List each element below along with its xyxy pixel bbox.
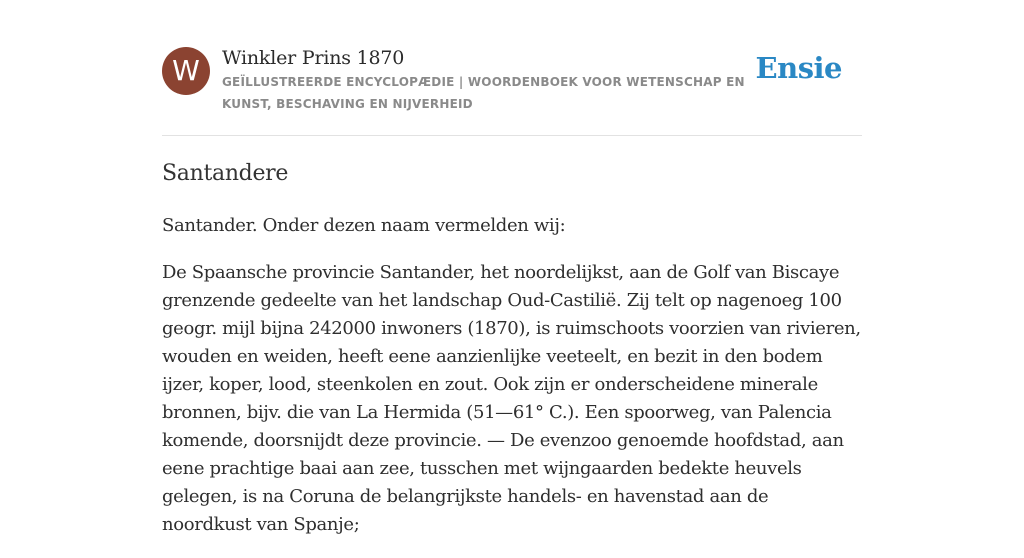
source-info [222, 44, 762, 115]
source-title-link[interactable]: Winkler Prins 1870 [222, 47, 405, 69]
article-body [162, 212, 862, 558]
article-title: Santandere [162, 161, 289, 186]
source-header [162, 44, 862, 136]
article-paragraph: De Spaansche provincie Santander, het noordelijkst, aan de Golf van Biscaye grenzende gedeelte van het landschap Oud-Castilië. Zij telt op nagenoeg 100 geogr. mijl bijna 242000 inwoners (1870), is ruimschoots voorzien van rivieren, wouden en weiden, heeft eene aanzienlijke veeteelt, en bezit in den bodem ijzer, koper, lood, steenkolen en zout. Ook zijn er onderscheidene minerale bronnen, bijv. die van La Hermida (51—61° C.). Een spoorweg, van Palencia komende, doorsnijdt deze provincie. — De evenzoo genoemde hoofdstad, aan eene prachtige baai aan zee, tusschen met wijngaarden bedekte heuvels gelegen, is na Coruna de belangrijkste handels- en havenstad aan de noordkust van Spanje; [162, 262, 861, 535]
source-subtitle: GEÏLLUSTREERDE ENCYCLOPÆDIE | WOORDENBOEK VOOR WETENSCHAP EN KUNST, BESCHAVING EN NIJVERHEID [222, 75, 745, 111]
source-avatar[interactable]: W [162, 47, 210, 95]
article-intro-paragraph: Santander. Onder dezen naam vermelden wij: [162, 215, 566, 236]
ensie-logo[interactable]: Ensie [755, 51, 842, 85]
